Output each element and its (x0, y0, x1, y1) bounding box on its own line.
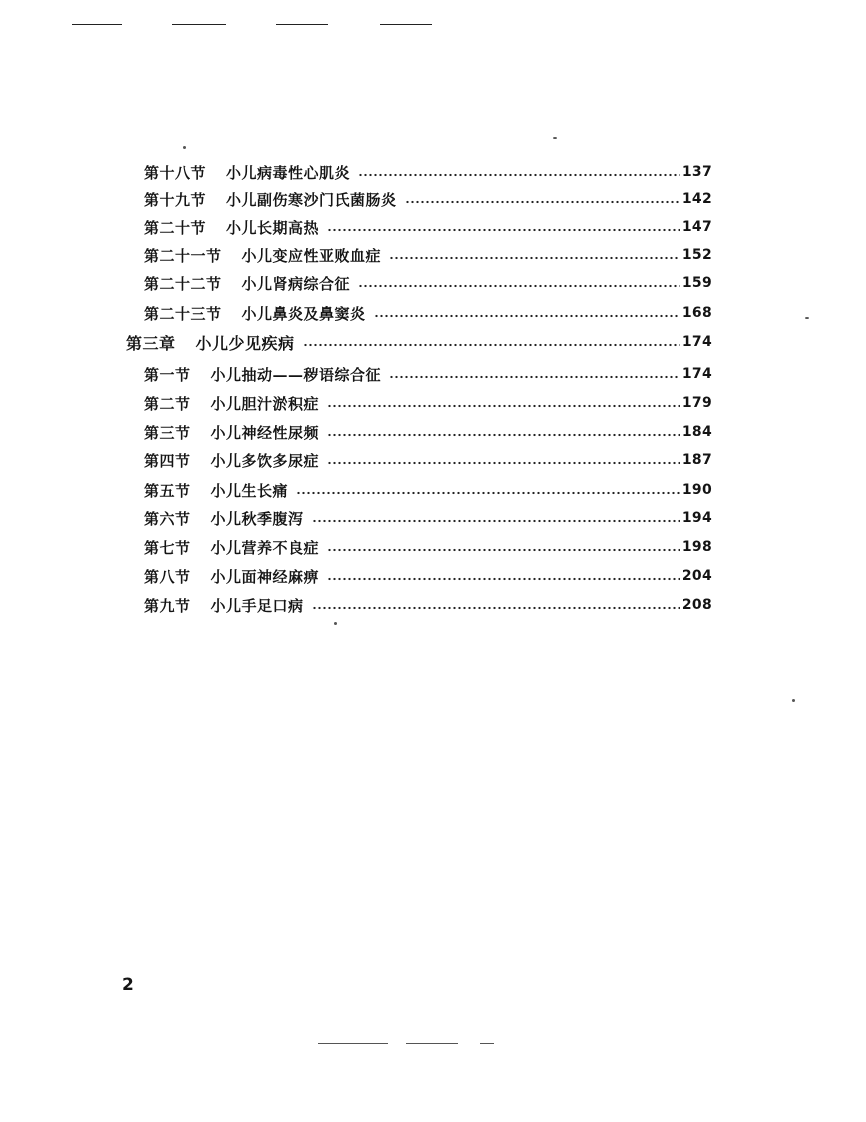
toc-entry-page: 190 (681, 482, 712, 498)
toc-entry-title: 小儿秋季腹泻 (210, 509, 304, 528)
toc-entry-number: 第二节 (144, 394, 191, 413)
toc-entry-number: 第十八节 (144, 163, 207, 182)
toc-entry-page: 208 (681, 597, 712, 613)
toc-entry-number: 第一节 (144, 365, 191, 384)
dot-leader (374, 314, 680, 318)
toc-entry-page: 142 (681, 191, 712, 207)
toc-entry-number: 第三节 (144, 423, 191, 442)
toc-entry (144, 535, 712, 559)
dot-leader (358, 284, 680, 288)
toc-entry-title: 小儿手足口病 (210, 596, 304, 615)
toc-entry-page: 179 (681, 395, 712, 411)
toc-entry-number: 第四节 (144, 451, 191, 470)
toc-entry-page: 147 (681, 219, 712, 235)
dot-leader (327, 433, 680, 437)
toc-entry-title: 小儿生长痛 (210, 481, 289, 500)
toc-entry (144, 506, 712, 530)
toc-entry-page: 174 (681, 334, 712, 350)
toc-entry (144, 362, 712, 386)
toc-entry-number: 第九节 (144, 596, 191, 615)
toc-entry (144, 420, 712, 444)
toc-entry (144, 391, 712, 415)
toc-entry-number: 第五节 (144, 481, 191, 500)
dot-leader (389, 375, 680, 379)
toc-entry-title: 小儿抽动——秽语综合征 (210, 365, 382, 384)
header-rule (276, 24, 328, 25)
toc-entry-title: 小儿肾病综合征 (241, 274, 351, 293)
footer-rule (480, 1043, 494, 1044)
scan-speck (792, 699, 795, 702)
toc-entry-page: 174 (681, 366, 712, 382)
toc-entry-number: 第六节 (144, 509, 191, 528)
toc-entry-title: 小儿面神经麻痹 (210, 567, 320, 586)
toc-entry-page: 152 (681, 247, 712, 263)
page-number: 2 (122, 975, 134, 995)
header-rule (172, 24, 226, 25)
toc-chapter-title: 小儿少见疾病 (195, 333, 295, 353)
scan-speck (183, 146, 186, 149)
toc-entry (144, 243, 712, 267)
toc-entry (144, 301, 712, 325)
toc-entry-number: 第十九节 (144, 190, 207, 209)
toc-entry-page: 204 (681, 568, 712, 584)
dot-leader (312, 606, 680, 610)
toc-entry-number: 第二十三节 (144, 304, 222, 323)
toc-entry (144, 187, 712, 211)
scan-speck (334, 622, 337, 625)
toc-entry-title: 小儿长期高热 (226, 218, 320, 237)
toc-entry-title: 小儿副伤寒沙门氏菌肠炎 (226, 190, 397, 209)
dot-leader (303, 343, 680, 347)
toc-entry-title: 小儿胆汁淤积症 (210, 394, 320, 413)
toc-entry (144, 564, 712, 588)
dot-leader (358, 173, 680, 177)
footer-rule (318, 1043, 388, 1044)
dot-leader (405, 200, 680, 204)
dot-leader (327, 548, 680, 552)
dot-leader (327, 228, 680, 232)
toc-entry-title: 小儿鼻炎及鼻窦炎 (241, 304, 366, 323)
toc-entry-number: 第七节 (144, 538, 191, 557)
header-rule (380, 24, 432, 25)
footer-rule (406, 1043, 458, 1044)
toc-entry-page: 198 (681, 539, 712, 555)
toc-entry-page: 194 (681, 510, 712, 526)
toc-entry (144, 448, 712, 472)
toc-entry (144, 215, 712, 239)
toc-entry (144, 593, 712, 617)
toc-chapter-entry (126, 330, 712, 354)
toc-entry-title: 小儿变应性亚败血症 (241, 246, 382, 265)
dot-leader (389, 256, 680, 260)
toc-entry-page: 187 (681, 452, 712, 468)
dot-leader (327, 404, 680, 408)
toc-entry-page: 159 (681, 275, 712, 291)
toc-entry (144, 271, 712, 295)
toc-entry-title: 小儿多饮多尿症 (210, 451, 320, 470)
toc-entry-title: 小儿神经性尿频 (210, 423, 320, 442)
scan-speck (805, 317, 809, 319)
scan-speck (553, 137, 557, 139)
toc-entry-page: 168 (681, 305, 712, 321)
header-rule (72, 24, 122, 25)
dot-leader (327, 461, 680, 465)
dot-leader (312, 519, 680, 523)
toc-entry-number: 第二十二节 (144, 274, 222, 293)
toc-entry-title: 小儿营养不良症 (210, 538, 320, 557)
toc-chapter-number: 第三章 (126, 333, 176, 353)
toc-entry-number: 第二十节 (144, 218, 207, 237)
toc-entry-page: 137 (681, 164, 712, 180)
toc-entry-title: 小儿病毒性心肌炎 (226, 163, 351, 182)
toc-entry-number: 第二十一节 (144, 246, 222, 265)
toc-entry-page: 184 (681, 424, 712, 440)
dot-leader (327, 577, 680, 581)
toc-entry (144, 478, 712, 502)
dot-leader (296, 491, 680, 495)
toc-entry (144, 160, 712, 184)
toc-entry-number: 第八节 (144, 567, 191, 586)
